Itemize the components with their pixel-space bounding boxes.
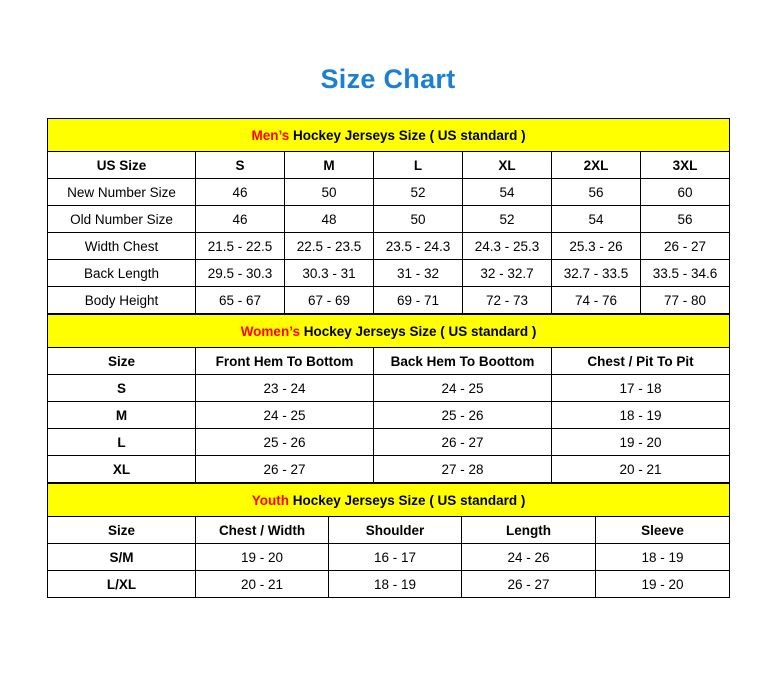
mens-col-0: US Size xyxy=(48,152,196,179)
mens-size-table xyxy=(47,118,730,314)
youth-col-0: Size xyxy=(48,517,196,544)
table-row xyxy=(48,456,730,483)
table-row xyxy=(48,429,730,456)
mens-row-1-val-4: 54 xyxy=(552,206,641,233)
mens-row-2-val-2: 23.5 - 24.3 xyxy=(374,233,463,260)
mens-row-4-val-1: 67 - 69 xyxy=(285,287,374,314)
womens-section-header xyxy=(48,315,730,348)
table-row xyxy=(48,544,730,571)
mens-row-3-label: Back Length xyxy=(48,260,196,287)
womens-row-1-val-2: 18 - 19 xyxy=(552,402,730,429)
youth-row-0-label: S/M xyxy=(48,544,196,571)
mens-section-header-rest: Hockey Jerseys Size ( US standard ) xyxy=(289,127,526,143)
table-row xyxy=(48,206,730,233)
womens-col-3: Chest / Pit To Pit xyxy=(552,348,730,375)
youth-row-0-val-0: 19 - 20 xyxy=(196,544,329,571)
mens-row-3-val-4: 32.7 - 33.5 xyxy=(552,260,641,287)
womens-section-header-rest: Hockey Jerseys Size ( US standard ) xyxy=(299,323,537,339)
size-tables-container xyxy=(47,93,729,598)
mens-row-4-val-2: 69 - 71 xyxy=(374,287,463,314)
table-section-header-row xyxy=(48,484,730,517)
mens-row-0-val-3: 54 xyxy=(463,179,552,206)
page-title: Size Chart xyxy=(320,64,456,94)
mens-row-4-val-0: 65 - 67 xyxy=(196,287,285,314)
mens-row-0-val-2: 52 xyxy=(374,179,463,206)
mens-row-1-val-5: 56 xyxy=(641,206,730,233)
mens-section-header-accent: Men’s xyxy=(251,127,290,143)
mens-row-3-val-5: 33.5 - 34.6 xyxy=(641,260,730,287)
youth-row-1-val-2: 26 - 27 xyxy=(462,571,596,598)
table-section-header-row xyxy=(48,315,730,348)
mens-col-1: S xyxy=(196,152,285,179)
mens-col-3: L xyxy=(374,152,463,179)
table-row xyxy=(48,233,730,260)
mens-row-2-val-4: 25.3 - 26 xyxy=(552,233,641,260)
table-header-row xyxy=(48,348,730,375)
mens-row-2-val-0: 21.5 - 22.5 xyxy=(196,233,285,260)
mens-col-6: 3XL xyxy=(641,152,730,179)
mens-row-2-val-1: 22.5 - 23.5 xyxy=(285,233,374,260)
womens-row-3-label: XL xyxy=(48,456,196,483)
youth-col-3: Length xyxy=(462,517,596,544)
youth-col-2: Shoulder xyxy=(329,517,462,544)
womens-section-header-accent: Women’s xyxy=(240,323,300,339)
womens-row-1-val-1: 25 - 26 xyxy=(374,402,552,429)
womens-row-0-val-0: 23 - 24 xyxy=(196,375,374,402)
mens-row-1-val-2: 50 xyxy=(374,206,463,233)
table-row xyxy=(48,260,730,287)
mens-row-4-label: Body Height xyxy=(48,287,196,314)
womens-row-2-val-2: 19 - 20 xyxy=(552,429,730,456)
mens-row-0-val-1: 50 xyxy=(285,179,374,206)
youth-row-1-val-1: 18 - 19 xyxy=(329,571,462,598)
table-section-header-row xyxy=(48,119,730,152)
mens-col-4: XL xyxy=(463,152,552,179)
womens-row-0-val-2: 17 - 18 xyxy=(552,375,730,402)
youth-col-4: Sleeve xyxy=(596,517,730,544)
mens-row-4-val-4: 74 - 76 xyxy=(552,287,641,314)
table-row xyxy=(48,179,730,206)
mens-row-1-label: Old Number Size xyxy=(48,206,196,233)
youth-row-1-val-3: 19 - 20 xyxy=(596,571,730,598)
mens-row-2-label: Width Chest xyxy=(48,233,196,260)
table-header-row xyxy=(48,517,730,544)
table-row xyxy=(48,375,730,402)
youth-row-0-val-2: 24 - 26 xyxy=(462,544,596,571)
table-row xyxy=(48,287,730,314)
womens-col-0: Size xyxy=(48,348,196,375)
womens-row-1-label: M xyxy=(48,402,196,429)
womens-size-table xyxy=(47,314,730,483)
womens-col-2: Back Hem To Boottom xyxy=(374,348,552,375)
mens-row-2-val-5: 26 - 27 xyxy=(641,233,730,260)
table-row xyxy=(48,571,730,598)
youth-row-0-val-3: 18 - 19 xyxy=(596,544,730,571)
womens-col-1: Front Hem To Bottom xyxy=(196,348,374,375)
youth-size-table xyxy=(47,483,730,598)
youth-col-1: Chest / Width xyxy=(196,517,329,544)
womens-row-3-val-2: 20 - 21 xyxy=(552,456,730,483)
table-row xyxy=(48,402,730,429)
mens-row-1-val-3: 52 xyxy=(463,206,552,233)
youth-row-1-label: L/XL xyxy=(48,571,196,598)
womens-row-0-label: S xyxy=(48,375,196,402)
mens-row-0-label: New Number Size xyxy=(48,179,196,206)
youth-section-header-accent: Youth xyxy=(251,492,289,508)
womens-row-2-val-0: 25 - 26 xyxy=(196,429,374,456)
youth-section-header xyxy=(48,484,730,517)
mens-row-1-val-1: 48 xyxy=(285,206,374,233)
mens-row-0-val-4: 56 xyxy=(552,179,641,206)
youth-row-1-val-0: 20 - 21 xyxy=(196,571,329,598)
table-header-row xyxy=(48,152,730,179)
mens-section-header xyxy=(48,119,730,152)
mens-row-3-val-1: 30.3 - 31 xyxy=(285,260,374,287)
mens-row-4-val-3: 72 - 73 xyxy=(463,287,552,314)
mens-row-3-val-2: 31 - 32 xyxy=(374,260,463,287)
mens-col-5: 2XL xyxy=(552,152,641,179)
womens-row-3-val-1: 27 - 28 xyxy=(374,456,552,483)
mens-row-3-val-0: 29.5 - 30.3 xyxy=(196,260,285,287)
womens-row-0-val-1: 24 - 25 xyxy=(374,375,552,402)
womens-row-3-val-0: 26 - 27 xyxy=(196,456,374,483)
mens-row-1-val-0: 46 xyxy=(196,206,285,233)
womens-row-2-val-1: 26 - 27 xyxy=(374,429,552,456)
womens-row-1-val-0: 24 - 25 xyxy=(196,402,374,429)
youth-section-header-rest: Hockey Jerseys Size ( US standard ) xyxy=(288,492,526,508)
womens-row-2-label: L xyxy=(48,429,196,456)
mens-col-2: M xyxy=(285,152,374,179)
mens-row-0-val-0: 46 xyxy=(196,179,285,206)
mens-row-3-val-3: 32 - 32.7 xyxy=(463,260,552,287)
mens-row-2-val-3: 24.3 - 25.3 xyxy=(463,233,552,260)
mens-row-0-val-5: 60 xyxy=(641,179,730,206)
mens-row-4-val-5: 77 - 80 xyxy=(641,287,730,314)
youth-row-0-val-1: 16 - 17 xyxy=(329,544,462,571)
